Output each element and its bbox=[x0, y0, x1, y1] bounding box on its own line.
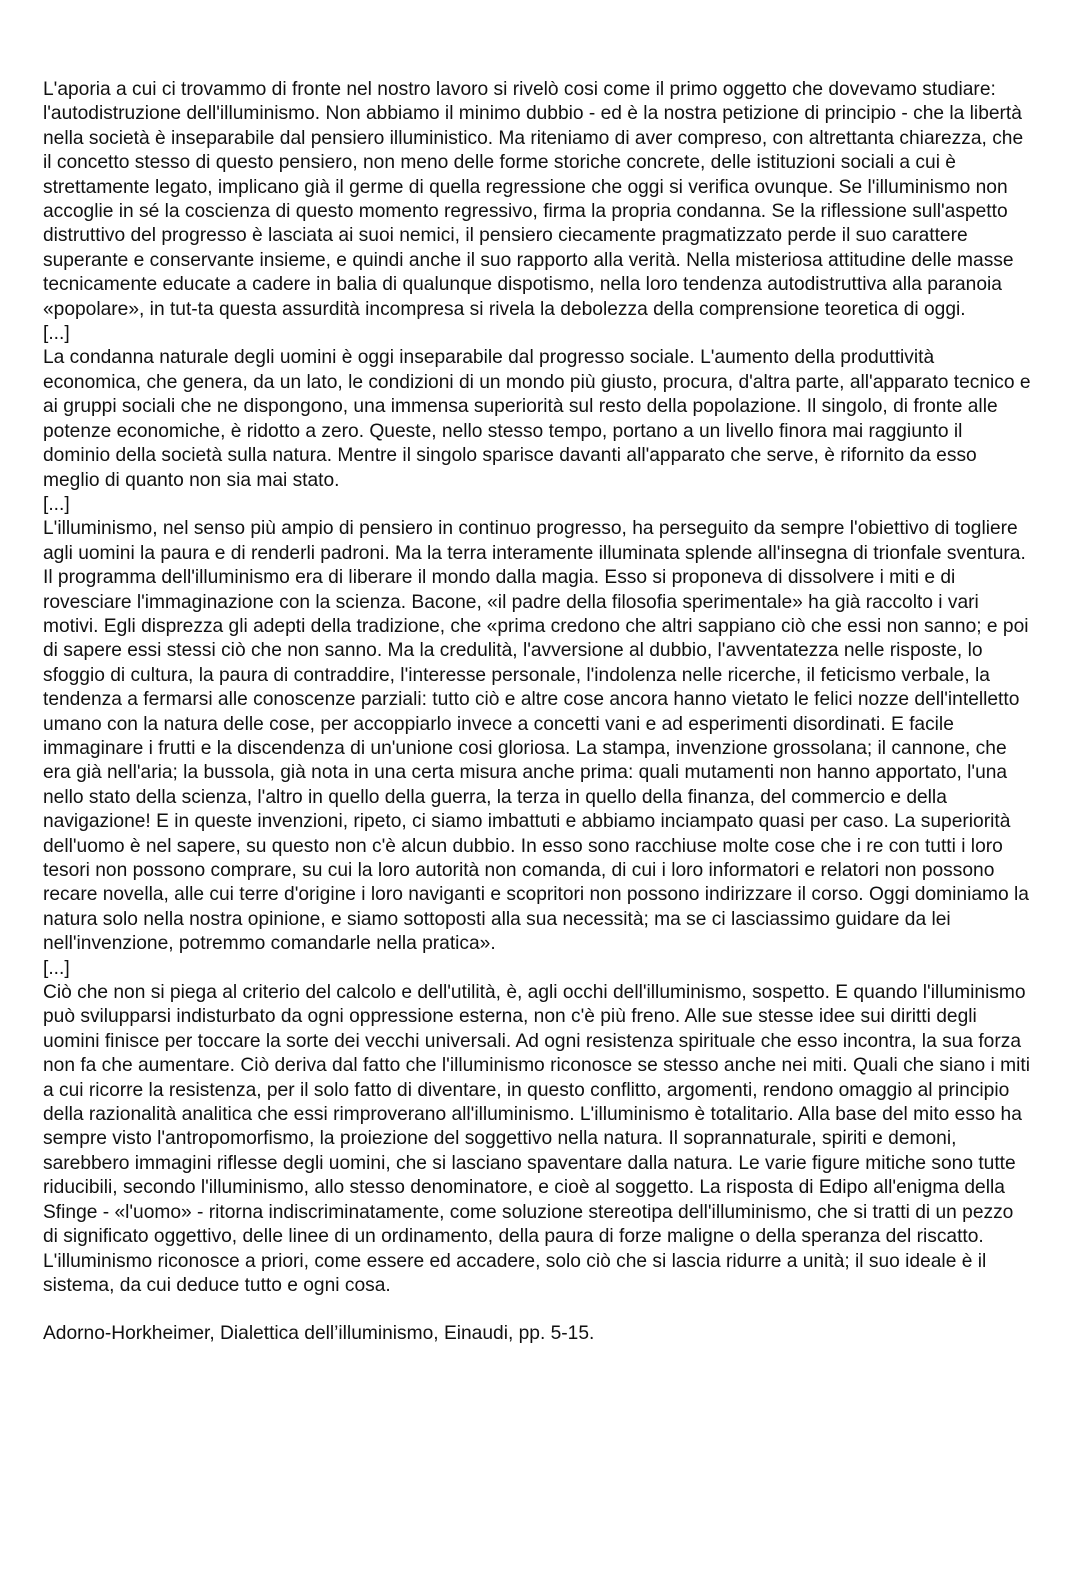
paragraph-1: L'aporia a cui ci trovammo di fronte nel nostro lavoro si rivelò cosi come il primo oggetto che dovevamo studiare: l'autodistruzione dell'illuminismo. Non abbiamo il minimo dubbio - ed è la nostra petizione di principio - che la libertà nella società è inseparabile dal pensiero illuministico. Ma riteniamo di aver compreso, con altrettanta chiarezza, che il concetto stesso di questo pensiero, non meno delle forme storiche concrete, delle istituzioni sociali a cui è strettamente legato, implicano già il germe di quella regressione che oggi si verifica ovunque. Se l'illuminismo non accoglie in sé la coscienza di questo momento regressivo, firma la propria condanna. Se la riflessione sull'aspetto distruttivo del progresso è lasciata ai suoi nemici, il pensiero ciecamente pragmatizzato perde il suo carattere superante e conservante insieme, e quindi anche il suo rapporto alla verità. Nella misteriosa attitudine delle masse tecnicamente educate a cadere in balia di qualunque dispotismo, nella loro tendenza autodistruttiva alla paranoia «popolare», in tut-ta questa assurdità incompresa si rivela la debolezza della comprensione teoretica di oggi. bbox=[43, 79, 1024, 320]
paragraph-3: L'illuminismo, nel senso più ampio di pensiero in continuo progresso, ha perseguito da sempre l'obiettivo di togliere agli uomini la paura e di renderli padroni. Ma la terra interamente illuminata splende all'insegna di trionfale sventura. Il programma dell'illuminismo era di liberare il mondo dalla magia. Esso si proponeva di dissolvere i miti e di rovesciare l'immaginazione con la scienza. Bacone, «il padre della filosofia sperimentale» ha già raccolto i vari motivi. Egli disprezza gli adepti della tradizione, che «prima credono che altri sappiano ciò che essi non sanno; e poi di sapere essi stessi ciò che non sanno. Ma la credulità, l'avversione al dubbio, l'avventatezza nelle risposte, lo sfoggio di cultura, la paura di contraddire, l'interesse personale, l'indolenza nelle ricerche, il feticismo verbale, la tendenza a fermarsi alle conoscenze parziali: tutto ciò e altre cose ancora hanno vietato le felici nozze dell'intelletto umano con la natura delle cose, per accoppiarlo invece a concetti vani e ad esperimenti disordinati. E facile immaginare i frutti e la discendenza di un'unione cosi gloriosa. La stampa, invenzione grossolana; il cannone, che era già nell'aria; la bussola, già nota in una certa misura anche prima: quali mutamenti non hanno apportato, l'una nello stato della scienza, l'altro in quello della guerra, la terza in quello della finanza, del commercio e della navigazione! E in queste invenzioni, ripeto, ci siamo imbattuti e abbiamo inciampato quasi per caso. La superiorità dell'uomo è nel sapere, su questo non c'è alcun dubbio. In esso sono racchiuse molte cose che i re con tutti i loro tesori non possono comprare, su cui la loro autorità non comanda, di cui i loro informatori e relatori non possono recare novella, alle cui terre d'origine i loro naviganti e scopritori non possono indirizzare il corso. Oggi dominiamo la natura solo nella nostra opinione, e siamo sottoposti alla sua necessità; ma se ci lasciassimo guidare da lei nell'invenzione, potremmo comandarle nella pratica». bbox=[43, 518, 1029, 955]
paragraph-4: Ciò che non si piega al criterio del calcolo e dell'utilità, è, agli occhi dell'illuminismo, sospetto. E quando l'illuminismo può svilupparsi indisturbato da ogni oppressione esterna, non c'è più freno. Alle sue stesse idee sui diritti degli uomini finisce per toccare la sorte dei vecchi universali. Ad ogni resistenza spirituale che esso incontra, la sua forza non fa che aumentare. Ciò deriva dal fatto che l'illuminismo riconosce se stesso anche nei miti. Quali che siano i miti a cui ricorre la resistenza, per il solo fatto di diventare, in questo conflitto, argomenti, rendono omaggio al principio della razionalità analitica che essi rimproverano all'illuminismo. L'illuminismo è totalitario. Alla base del mito esso ha sempre visto l'antropomorfismo, la proiezione del soggettivo nella natura. Il soprannaturale, spiriti e demoni, sarebbero immagini riflesse degli uomini, che si lasciano spaventare dalla natura. Le varie figure mitiche sono tutte riducibili, secondo l'illuminismo, allo stesso denominatore, e cioè al soggetto. La risposta di Edipo all'enigma della Sfinge - «l'uomo» - ritorna indiscriminatamente, come soluzione stereotipa dell'illuminismo, che si tratti di un pezzo di significato oggettivo, delle linee di un ordinamento, della paura di forze maligne o della speranza del riscatto. L'illuminismo riconosce a priori, come essere ed accadere, solo ciò che si lascia ridurre a unità; il suo ideale è il sistema, da cui deduce tutto e ogni cosa. bbox=[43, 982, 1030, 1296]
source-citation: Adorno-Horkheimer, Dialettica dell’illuminismo, Einaudi, pp. 5-15. bbox=[43, 1323, 595, 1345]
omission-marker-2: [...] bbox=[43, 493, 70, 515]
omission-marker-3: [...] bbox=[43, 957, 70, 979]
document-page bbox=[43, 78, 1033, 1347]
omission-marker-1: [...] bbox=[43, 323, 70, 345]
paragraph-2: La condanna naturale degli uomini è oggi inseparabile dal progresso sociale. L'aumento della produttività economica, che genera, da un lato, le condizioni di un mondo più giusto, procura, d'altra parte, all'apparato tecnico e ai gruppi sociali che ne dispongono, una immensa superiorità sul resto della popolazione. Il singolo, di fronte alle potenze economiche, è ridotto a zero. Queste, nello stesso tempo, portano a un livello finora mai raggiunto il dominio della società sulla natura. Mentre il singolo sparisce davanti all'apparato che serve, è rifornito da esso meglio di quanto non sia mai stato. bbox=[43, 347, 1031, 491]
